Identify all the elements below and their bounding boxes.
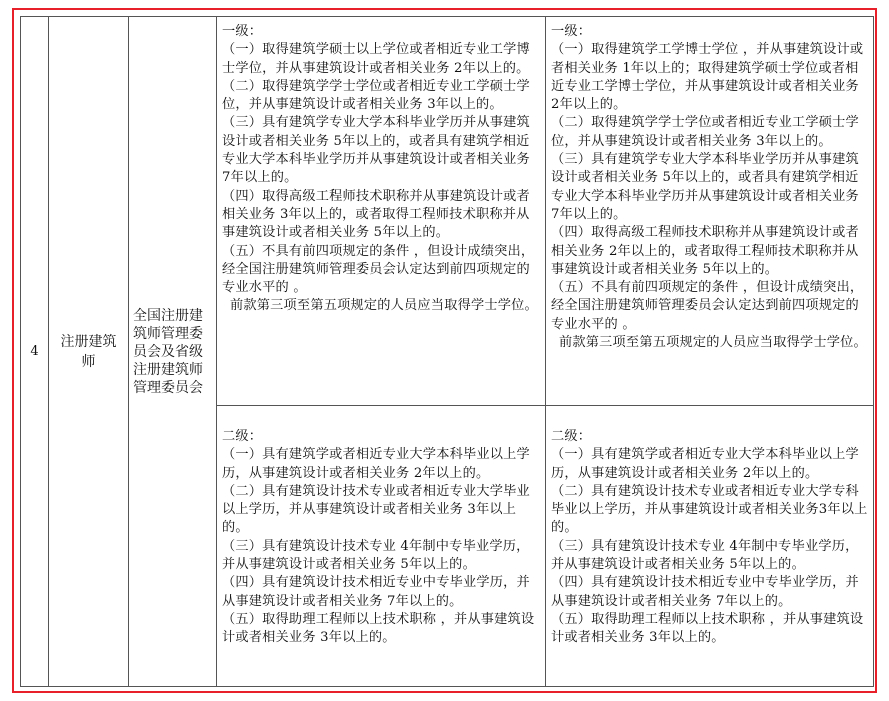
requirement-item: （三）具有建筑设计技术专业 4年制中专毕业学历，并从事建筑设计或者相关业务 5年以上的。 [551,538,859,573]
requirement-note: 前款第三项至第五项规定的人员应当取得学士学位。 [230,298,538,314]
requirement-item: （三）具有建筑学专业大学本科毕业学历并从事建筑设计或者相关业务 5年以上的，或者具有建筑学相近专业大学本科毕业学历并从事建筑设计或者相关业务 7年以上的。 [222,115,530,186]
authority-cell: 全国注册建筑师管理委员会及省级注册建筑师管理委员会 [129,17,217,687]
requirement-item: （二）取得建筑学学士学位或者相近专业工学硕士学位，并从事建筑设计或者相关业务 3年以上的。 [551,115,859,149]
requirement-item: （一）取得建筑学工学博士学位 ，并从事建筑设计或者相关业务 1年以上的；取得建筑学硕士学位或者相近专业工学博士学位，并从事建筑设计或者相关业务 2年以上的。 [551,42,864,113]
requirement-item: （四）具有建筑设计技术相近专业中专毕业学历，并从事建筑设计或者相关业务 7年以上的。 [222,575,530,609]
requirement-item: （五）不具有前四项规定的条件 ，但设计成绩突出，经全国注册建筑师管理委员会认定达到前四项规定的专业水平的 。 [222,243,535,296]
grade-title: 二级： [222,429,263,444]
grade-title: 二级： [551,429,592,444]
grade-title: 一级： [551,24,592,39]
qualification-table [20,16,874,687]
grade-title: 一级： [222,24,263,39]
requirement-item: （二）具有建筑设计技术专业或者相近专业大学毕业以上学历，并从事建筑设计或者相关业务 3年以上的。 [222,483,530,536]
requirement-note: 前款第三项至第五项规定的人员应当取得学士学位。 [559,335,867,351]
requirement-item: （四）取得高级工程师技术职称并从事建筑设计或者相关业务 2年以上的，或者取得工程师技术职称并从事建筑设计或者相关业务 5年以上的。 [551,225,859,277]
row-number: 4 [21,17,49,687]
requirement-item: （一）取得建筑学硕士以上学位或者相近专业工学博士学位，并从事建筑设计或者相关业务 2年以上的。 [222,42,530,76]
right-grade1-cell [546,17,874,406]
requirement-item: （五）取得助理工程师以上技术职称 ，并从事建筑设计或者相关业务 3年以上的。 [222,611,535,646]
left-grade1-cell [217,17,546,406]
left-grade2-cell [217,406,546,687]
requirement-item: （二）取得建筑学学士学位或者相近专业工学硕士学位，并从事建筑设计或者相关业务 3年以上的。 [222,78,530,113]
table-row [21,17,874,406]
requirement-item: （四）取得高级工程师技术职称并从事建筑设计或者相关业务 3年以上的，或者取得工程师技术职称并从事建筑设计或者相关业务 5年以上的。 [222,188,530,241]
requirement-item: （三）具有建筑设计技术专业 4年制中专毕业学历，并从事建筑设计或者相关业务 5年以上的。 [222,538,530,573]
requirement-item: （二）具有建筑设计技术专业或者相近专业大学专科毕业以上学历，并从事建筑设计或者相关业务3年以上的。 [551,483,868,536]
requirement-item: （四）具有建筑设计技术相近专业中专毕业学历，并从事建筑设计或者相关业务 7年以上的。 [551,575,859,609]
right-grade2-cell [546,406,874,687]
profession-cell: 注册建筑师 [49,17,129,687]
requirement-item: （五）不具有前四项规定的条件 ，但设计成绩突出，经全国注册建筑师管理委员会认定达到前四项规定的专业水平的 。 [551,280,864,332]
requirement-item: （三）具有建筑学专业大学本科毕业学历并从事建筑设计或者相关业务 5年以上的，或者具有建筑学相近专业大学本科毕业学历并从事建筑设计或者相关业务 7年以上的。 [551,152,859,222]
requirement-item: （一）具有建筑学或者相近专业大学本科毕业以上学历，从事建筑设计或者相关业务 2年以上的。 [222,447,530,481]
requirement-item: （一）具有建筑学或者相近专业大学本科毕业以上学历，从事建筑设计或者相关业务 2年以上的。 [551,447,859,481]
requirement-item: （五）取得助理工程师以上技术职称 ，并从事建筑设计或者相关业务 3年以上的。 [551,611,864,646]
